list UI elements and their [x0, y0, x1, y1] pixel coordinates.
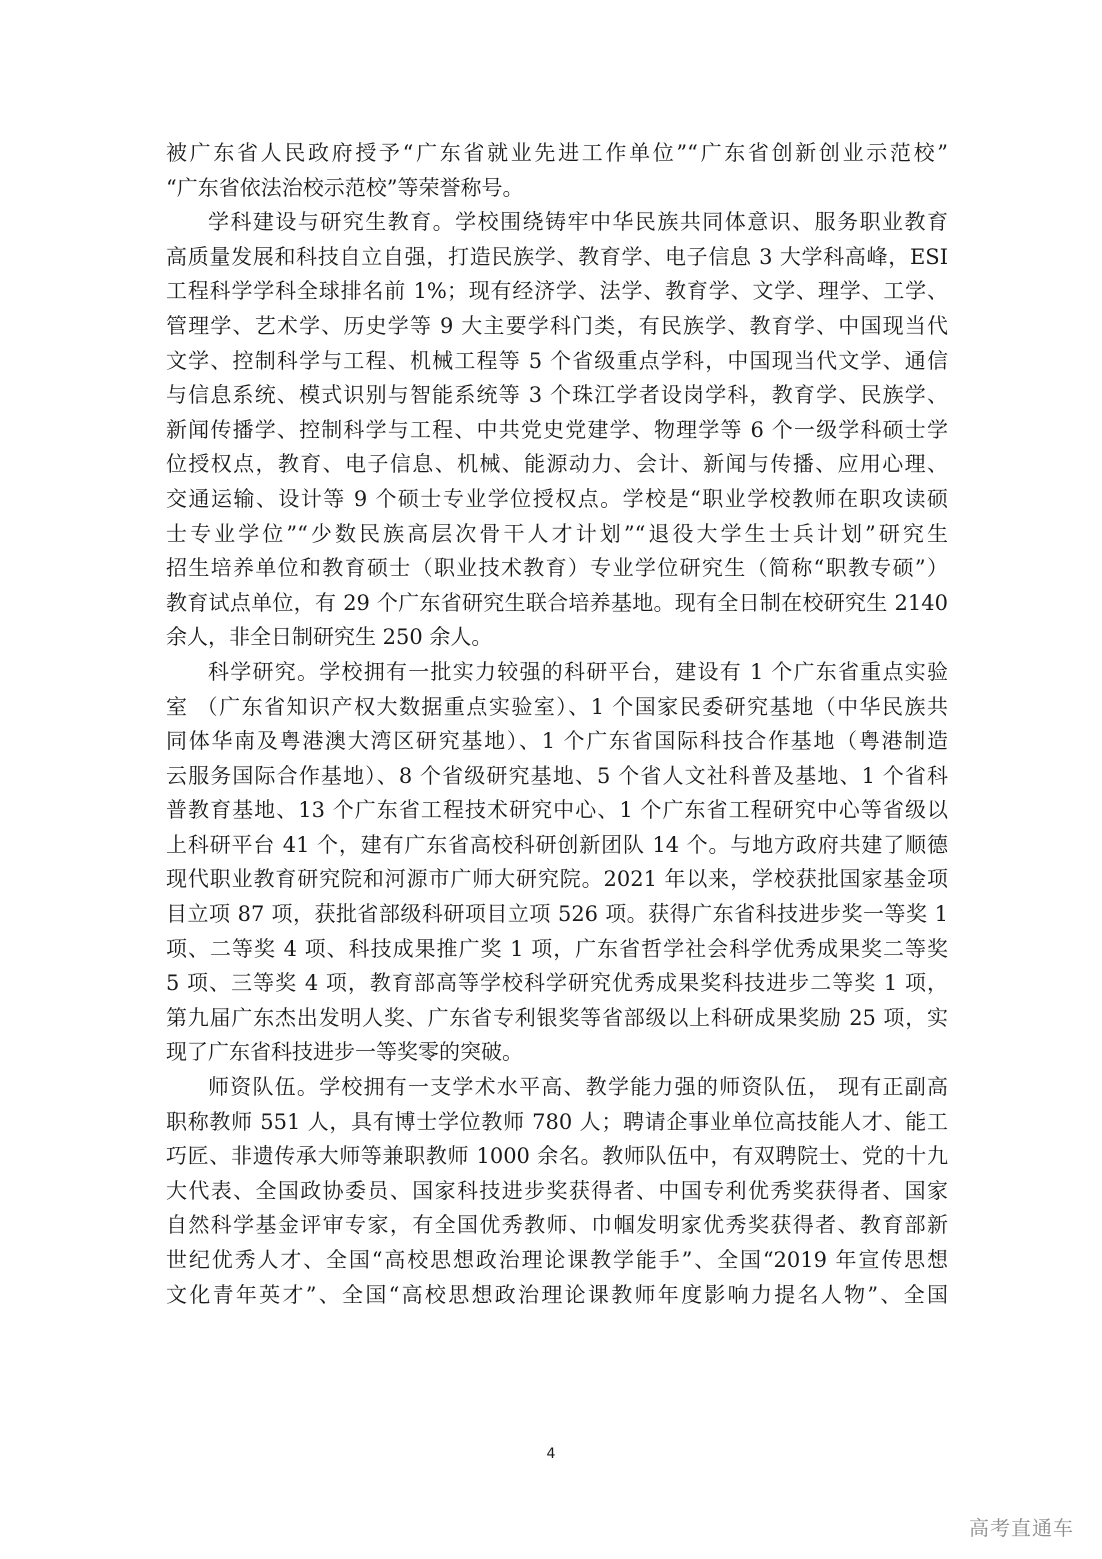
text-line: 教育试点单位，有 29 个广东省研究生联合培养基地。现有全日制在校研究生 2140 [166, 590, 948, 615]
text-line: 被广东省人民政府授予“广东省就业先进工作单位”“广东省创新创业示范校” [166, 141, 948, 165]
text-line: 普教育基地、13 个广东省工程技术研究中心、1 个广东省工程研究中心等省级以 [166, 798, 948, 823]
text-line: 师资队伍。学校拥有一支学术水平高、教学能力强的师资队伍， 现有正副高 [208, 1075, 948, 1100]
text-line: 招生培养单位和教育硕士（职业技术教育）专业学位研究生（简称“职教专硕”） [166, 556, 948, 581]
text-line: 学科建设与研究生教育。学校围绕铸牢中华民族共同体意识、服务职业教育 [208, 210, 948, 235]
text-line: 大代表、全国政协委员、国家科技进步奖获得者、中国专利优秀奖获得者、国家 [166, 1178, 948, 1203]
text-line: 上科研平台 41 个，建有广东省高校科研创新团队 14 个。与地方政府共建了顺德 [166, 832, 948, 857]
text-line: 室 （广东省知识产权大数据重点实验室）、1 个国家民委研究基地（中华民族共 [166, 694, 948, 719]
text-line: 新闻传播学、控制科学与工程、中共党史党建学、物理学等 6 个一级学科硕士学 [166, 417, 948, 442]
text-line: “广东省依法治校示范校”等荣誉称号。 [166, 175, 524, 200]
text-line: 工程科学学科全球排名前 1%；现有经济学、法学、教育学、文学、理学、工学、 [166, 279, 948, 304]
text-line: 自然科学基金评审专家，有全国优秀教师、巾帼发明家优秀奖获得者、教育部新 [166, 1213, 948, 1238]
page-number: 4 [546, 1446, 556, 1462]
text-line: 余人，非全日制研究生 250 余人。 [166, 625, 493, 650]
text-line: 现了广东省科技进步一等奖零的突破。 [166, 1040, 523, 1065]
text-line: 位授权点，教育、电子信息、机械、能源动力、会计、新闻与传播、应用心理、 [166, 452, 948, 477]
text-line: 现代职业教育研究院和河源市广师大研究院。2021 年以来，学校获批国家基金项 [166, 867, 948, 892]
document-lines [166, 136, 948, 1312]
text-line: 巧匠、非遗传承大师等兼职教师 1000 余名。教师队伍中，有双聘院士、党的十九 [166, 1144, 948, 1169]
text-line: 职称教师 551 人，具有博士学位教师 780 人；聘请企事业单位高技能人才、能工 [166, 1109, 948, 1134]
text-line: 文学、控制科学与工程、机械工程等 5 个省级重点学科，中国现当代文学、通信 [166, 348, 948, 373]
text-line: 同体华南及粤港澳大湾区研究基地）、1 个广东省国际科技合作基地（粤港制造 [166, 729, 948, 754]
text-line: 交通运输、设计等 9 个硕士专业学位授权点。学校是“职业学校教师在职攻读硕 [166, 486, 948, 511]
document-body [166, 136, 948, 1312]
text-line: 文化青年英才”、全国“高校思想政治理论课教师年度影响力提名人物”、全国 [166, 1282, 948, 1307]
text-line: 士专业学位”“少数民族高层次骨干人才计划”“退役大学生士兵计划”研究生 [166, 521, 948, 546]
text-line: 项、二等奖 4 项、科技成果推广奖 1 项，广东省哲学社会科学优秀成果奖二等奖 [166, 936, 948, 961]
text-line: 云服务国际合作基地）、8 个省级研究基地、5 个省人文社科普及基地、1 个省科 [166, 763, 948, 788]
text-line: 与信息系统、模式识别与智能系统等 3 个珠江学者设岗学科，教育学、民族学、 [166, 383, 948, 408]
text-line: 管理学、艺术学、历史学等 9 大主要学科门类，有民族学、教育学、中国现当代 [166, 313, 948, 338]
watermark-text: 高考直通车 [969, 1516, 1074, 1540]
text-line: 科学研究。学校拥有一批实力较强的科研平台，建设有 1 个广东省重点实验 [208, 659, 948, 684]
text-line: 第九届广东杰出发明人奖、广东省专利银奖等省部级以上科研成果奖励 25 项，实 [166, 1005, 948, 1030]
text-line: 世纪优秀人才、全国“高校思想政治理论课教学能手”、全国“2019 年宣传思想 [166, 1248, 948, 1272]
text-line: 目立项 87 项，获批省部级科研项目立项 526 项。获得广东省科技进步奖一等奖 1 [166, 902, 948, 927]
text-line: 5 项、三等奖 4 项，教育部高等学校科学研究优秀成果奖科技进步二等奖 1 项， [166, 971, 948, 996]
text-line: 高质量发展和科技自立自强，打造民族学、教育学、电子信息 3 大学科高峰，ESI [166, 244, 948, 269]
